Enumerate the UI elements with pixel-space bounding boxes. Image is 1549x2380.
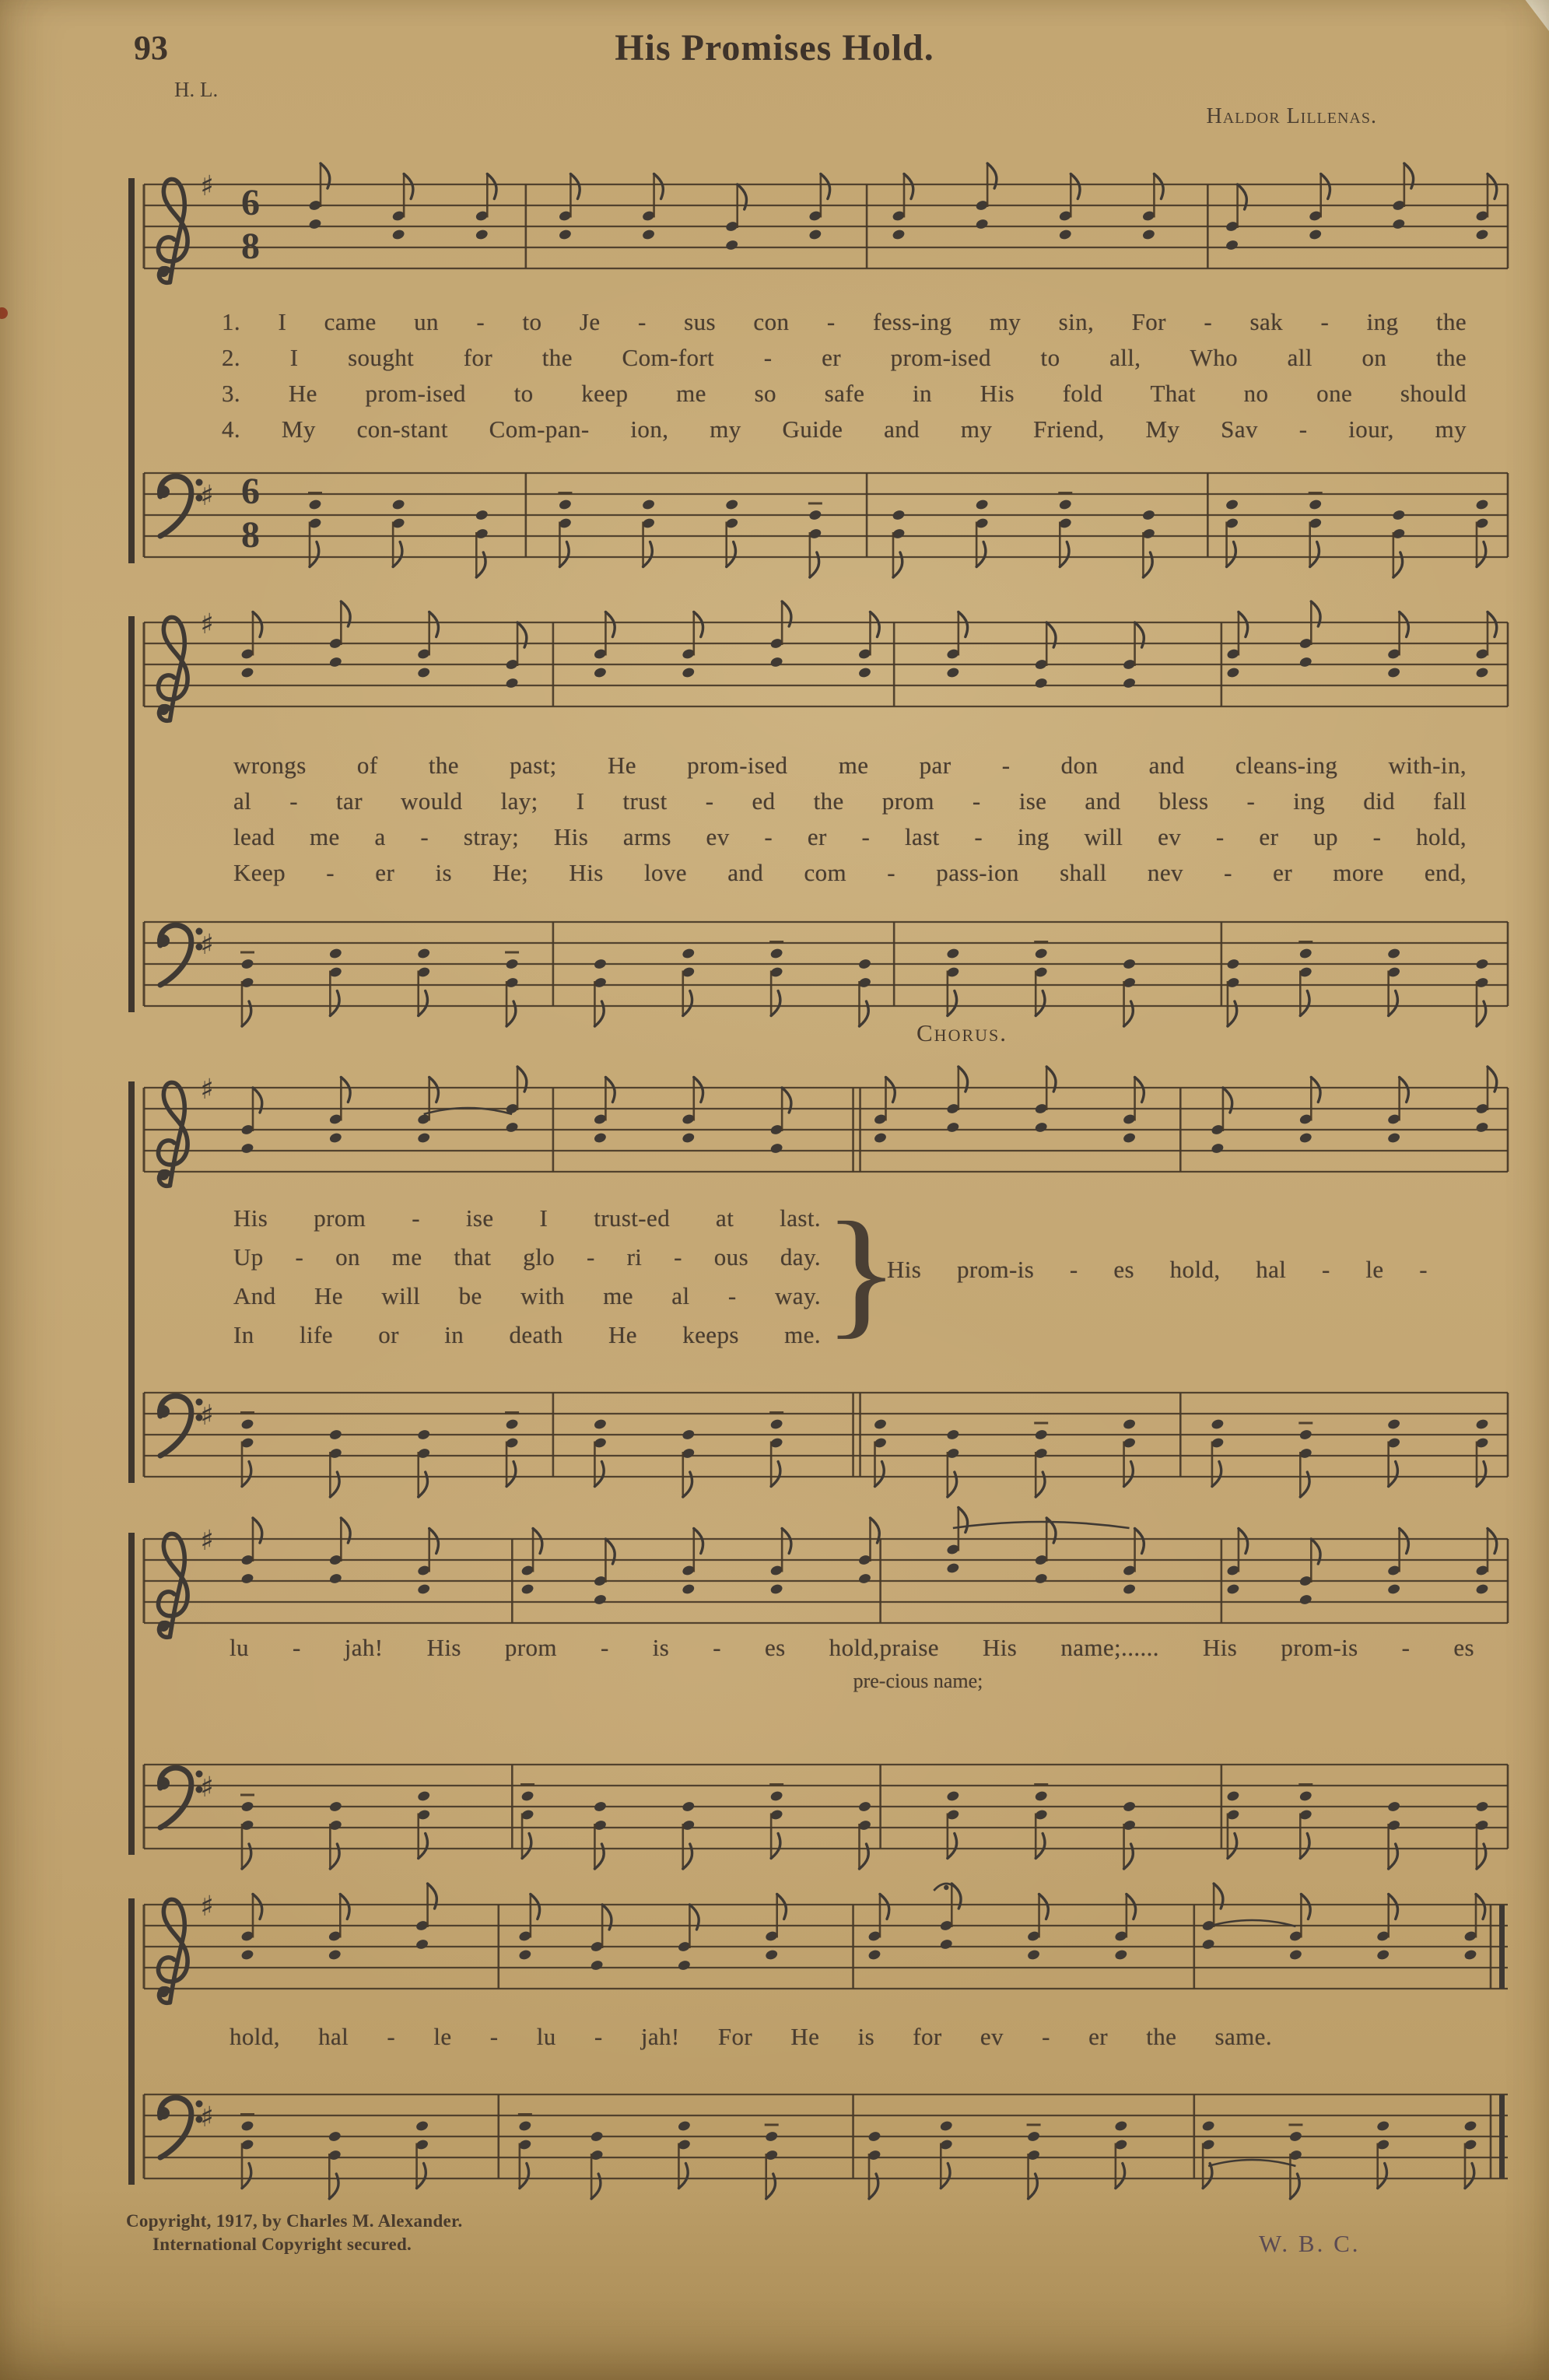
verse-line-11: And He will be with me al - way. xyxy=(233,1282,821,1309)
composer-name: Haldor Lillenas. xyxy=(1206,104,1377,128)
page-number: 93 xyxy=(134,29,168,67)
copyright-line-2: International Copyright secured. xyxy=(152,2235,412,2254)
svg-text:6: 6 xyxy=(241,471,260,512)
verse-line-5: wrongs of the past; He prom-ised me par - don and cleans-ing with-in, xyxy=(233,752,1467,779)
verse-line-3: 3. He prom-ised to keep me so safe in His fold That no one should xyxy=(222,380,1467,407)
verse-line-8: Keep - er is He; His love and com - pass-ion shall nev - er more end, xyxy=(233,859,1467,886)
verse-line-4: 4. My con-stant Com-pan- ion, my Guide and my Friend, My Sav - iour, my xyxy=(222,415,1467,443)
svg-text:♯: ♯ xyxy=(200,929,214,961)
svg-text:♯: ♯ xyxy=(200,1400,214,1432)
svg-text:6: 6 xyxy=(241,182,260,223)
verse-brace: } xyxy=(823,1193,900,1351)
svg-text:♯: ♯ xyxy=(200,1772,214,1803)
chorus-line-3: hold, hal - le - lu - jah! For He is for ev - er the same. xyxy=(230,2023,1272,2050)
copyright-line-1: Copyright, 1917, by Charles M. Alexander. xyxy=(126,2211,463,2231)
chorus-line-2: lu - jah! His prom - is - es hold,praise His name;...... His prom-is - es xyxy=(230,1634,1474,1661)
svg-text:♯: ♯ xyxy=(200,480,214,512)
hymn-title: His Promises Hold. xyxy=(615,27,934,68)
verse-line-2: 2. I sought for the Com-fort - er prom-ised to all, Who all on the xyxy=(222,344,1467,371)
publisher-mark: W. B. C. xyxy=(1259,2230,1361,2257)
verse-line-6: al - tar would lay; I trust - ed the prom - ise and bless - ing did fall xyxy=(233,787,1467,815)
verse-line-1: 1. I came un - to Je - sus con - fess-ing my sin, For - sak - ing the xyxy=(222,308,1467,335)
svg-text:♯: ♯ xyxy=(200,1891,214,1923)
svg-text:♯: ♯ xyxy=(200,1525,214,1557)
svg-text:♯: ♯ xyxy=(200,1074,214,1106)
svg-text:♯: ♯ xyxy=(200,2101,214,2133)
svg-text:8: 8 xyxy=(241,226,260,267)
svg-text:♯: ♯ xyxy=(200,170,214,202)
svg-text:♯: ♯ xyxy=(200,608,214,640)
verse-line-10: Up - on me that glo - ri - ous day. xyxy=(233,1243,821,1271)
verse-line-9: His prom - ise I trust-ed at last. xyxy=(233,1204,821,1232)
verse-line-12: In life or in death He keeps me. xyxy=(233,1321,821,1348)
chorus-line-1: His prom-is - es hold, hal - le - xyxy=(887,1256,1428,1283)
verse-line-7: lead me a - stray; His arms ev - er - last - ing will ev - er up - hold, xyxy=(233,823,1467,850)
svg-text:8: 8 xyxy=(241,514,260,556)
chorus-echo-text: pre-cious name; xyxy=(853,1670,983,1692)
chorus-label: Chorus. xyxy=(916,1019,1008,1046)
author-initials: H. L. xyxy=(174,78,219,101)
